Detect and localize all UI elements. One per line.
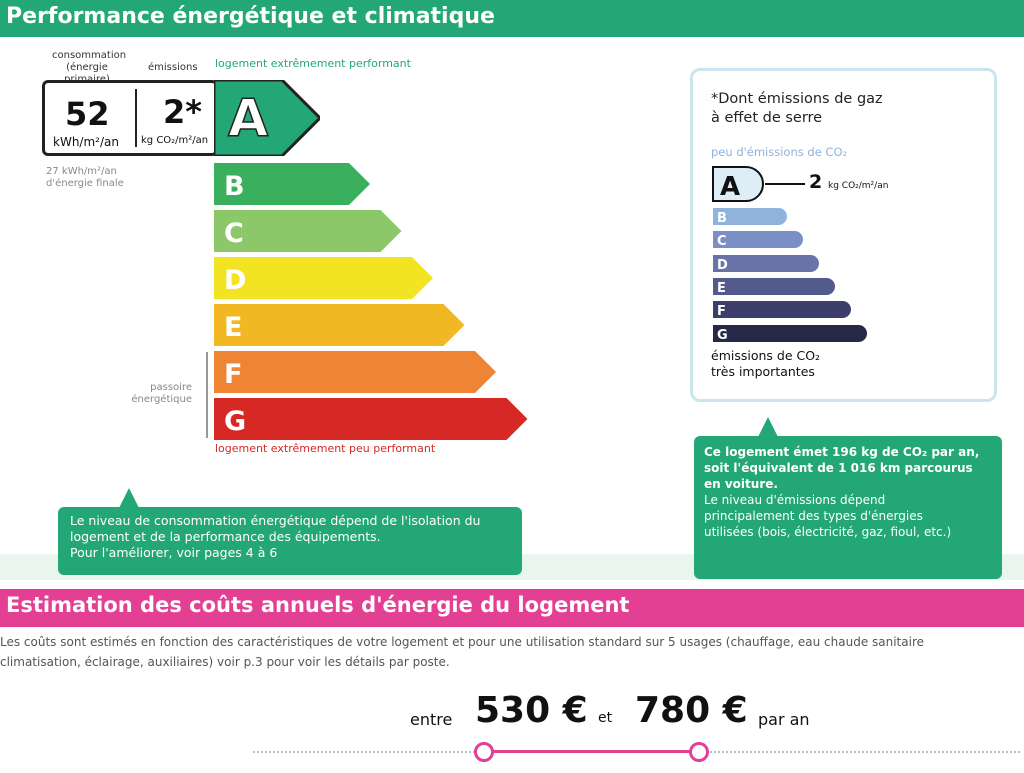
consumption-unit: kWh/m²/an [53, 135, 119, 149]
range-track-active [484, 750, 700, 753]
box-divider [135, 89, 137, 147]
ges-class-letter-f: F [717, 304, 726, 320]
ges-high-line1: émissions de CO₂ [711, 348, 821, 363]
ges-class-letter-e: E [717, 280, 726, 296]
between-label: entre [410, 710, 453, 729]
ges-class-bar-c [712, 230, 806, 251]
emission-unit: kg CO₂/m²/an [141, 135, 209, 146]
ges-class-bar-e [712, 277, 838, 298]
and-label: et [598, 710, 613, 726]
ges-class-letter-a: A [720, 172, 741, 202]
energy-class-bar-d [214, 257, 433, 299]
ges-value-line [765, 183, 805, 185]
range-max-marker [689, 742, 709, 762]
ges-class-letter-g: G [717, 327, 728, 343]
range-track-right [710, 751, 1020, 753]
top-performance-label: logement extrêmement performant [215, 57, 411, 70]
range-track-left [253, 751, 483, 753]
ges-class-bar-d [712, 254, 822, 275]
energy-class-letter-f: F [224, 359, 243, 390]
ges-class-letter-b: B [717, 211, 727, 226]
ges-class-bar-a [712, 166, 766, 204]
cost-section-header [0, 589, 1024, 627]
emissions-label: émissions [148, 62, 198, 73]
energy-class-letter-a: A [228, 89, 269, 149]
ges-high-label [711, 348, 820, 380]
cost-max: 780 € [635, 690, 748, 731]
final-energy-line2: d'énergie finale [46, 178, 124, 189]
passoire-label [120, 382, 192, 406]
consumption-label-line1: consommation [52, 50, 127, 61]
ges-title [711, 90, 883, 128]
ges-class-bar-g [712, 324, 870, 345]
energy-class-letter-b: B [224, 171, 245, 202]
ges-note-line5: principalement des types d'énergies [704, 509, 923, 523]
energy-class-bar-e [214, 304, 465, 346]
energy-class-bar-a [214, 80, 320, 156]
energy-class-letter-g: G [224, 406, 247, 437]
energy-class-letter-d: D [224, 265, 247, 296]
cost-min: 530 € [475, 690, 588, 731]
ges-title-line2: à effet de serre [711, 110, 823, 126]
energy-class-bar-c [214, 210, 402, 252]
energy-note-callout [58, 507, 522, 575]
ges-note-bold2: soit l'équivalent de 1 016 km parcourus [704, 461, 973, 475]
ges-note-callout [694, 436, 1002, 579]
energy-note-line2: logement et de la performance des équipements. [70, 529, 381, 544]
cost-description [0, 632, 1024, 672]
cost-description-line1: Les coûts sont estimés en fonction des caractéristiques de votre logement et pour une utilisation standard sur 5 usages (chauffage, eau chaude sanitaire [0, 635, 924, 649]
emission-value: 2* [163, 93, 202, 131]
ges-unit: kg CO₂/m²/an [828, 181, 889, 191]
consumption-emissions-box [42, 80, 218, 156]
consumption-value: 52 [65, 95, 110, 133]
final-energy-label [46, 166, 124, 190]
ges-class-letter-c: C [717, 234, 727, 250]
per-year-label: par an [758, 710, 810, 729]
cost-description-line2: climatisation, éclairage, auxiliaires) voir p.3 pour voir les détails par poste. [0, 655, 450, 669]
ges-note-bold1: Ce logement émet 196 kg de CO₂ par an, [704, 445, 980, 459]
ges-title-line1: *Dont émissions de gaz [711, 91, 883, 107]
ges-note-line4: Le niveau d'émissions dépend [704, 493, 886, 507]
bottom-performance-label: logement extrêmement peu performant [215, 442, 436, 455]
range-min-marker [474, 742, 494, 762]
ges-value: 2 [809, 171, 823, 193]
final-energy-line1: 27 kWh/m²/an [46, 166, 117, 177]
energy-section-header [0, 0, 1024, 37]
ges-note-line6: utilisées (bois, électricité, gaz, fioul, etc.) [704, 525, 952, 539]
ges-low-label: peu d'émissions de CO₂ [711, 145, 848, 159]
consumption-label-line2: (énergie [66, 62, 108, 73]
energy-section-title: Performance énergétique et climatique [6, 4, 495, 29]
energy-class-bar-b [214, 163, 370, 205]
ges-class-bar-f [712, 300, 854, 321]
energy-class-bar-g [214, 398, 528, 440]
ges-class-letter-d: D [717, 257, 728, 273]
ges-high-line2: très importantes [711, 364, 815, 379]
energy-class-letter-c: C [224, 218, 244, 249]
ges-note-bold3: en voiture. [704, 477, 778, 491]
energy-note-line3: Pour l'améliorer, voir pages 4 à 6 [70, 545, 278, 560]
energy-class-bar-f [214, 351, 496, 393]
passoire-line1: passoire [150, 382, 192, 393]
cost-section-title: Estimation des coûts annuels d'énergie du logement [6, 593, 630, 617]
energy-class-letter-e: E [224, 312, 243, 343]
passoire-bracket [206, 352, 208, 438]
ges-class-bar-b [712, 207, 790, 228]
passoire-line2: énergétique [131, 394, 192, 405]
energy-note-line1: Le niveau de consommation énergétique dépend de l'isolation du [70, 513, 481, 528]
